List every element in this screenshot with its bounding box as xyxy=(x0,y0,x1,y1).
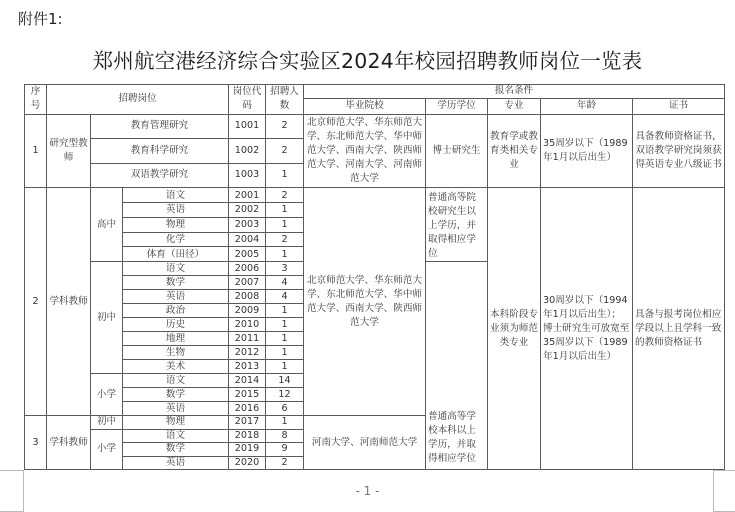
seq-cell: 3 xyxy=(25,416,47,470)
attachment-label: 附件1: xyxy=(18,10,63,28)
count-cell: 6 xyxy=(266,402,304,416)
subject-cell: 语文 xyxy=(123,429,229,443)
subject-cell: 化学 xyxy=(123,232,229,247)
subject-cell: 英语 xyxy=(123,203,229,218)
subject-cell: 语文 xyxy=(123,262,229,276)
count-cell: 1 xyxy=(266,346,304,360)
category-cell: 学科教师 xyxy=(47,188,91,416)
certificate-cell: 具备与报考岗位相应学段以上且学科一致的教师资格证书 xyxy=(633,188,725,470)
subject-cell: 数学 xyxy=(123,388,229,402)
code-cell: 2007 xyxy=(229,276,266,290)
code-cell: 1002 xyxy=(229,139,266,164)
subject-cell: 英语 xyxy=(123,402,229,416)
count-cell: 1 xyxy=(266,304,304,318)
subject-cell: 历史 xyxy=(123,318,229,332)
subject-cell: 体育（田径） xyxy=(123,247,229,262)
subject-cell: 教育科学研究 xyxy=(91,139,229,164)
certificate-cell: 具备教师资格证书，双语教学研究岗须获得英语专业八级证书 xyxy=(633,114,725,188)
code-cell: 2003 xyxy=(229,217,266,232)
header-position: 招聘岗位 xyxy=(47,85,229,115)
category-cell: 研究型教师 xyxy=(47,114,91,188)
subject-cell: 数学 xyxy=(123,443,229,457)
header-seq: 序号 xyxy=(25,85,47,115)
level-cell: 高中 xyxy=(91,188,123,262)
count-cell: 2 xyxy=(266,188,304,203)
subject-cell: 美术 xyxy=(123,360,229,374)
header-age: 年龄 xyxy=(541,98,633,114)
count-cell: 1 xyxy=(266,247,304,262)
school-cell: 河南大学、河南师范大学 xyxy=(304,416,426,470)
count-cell: 4 xyxy=(266,276,304,290)
page-number: - 1 - xyxy=(355,484,380,498)
count-cell: 1 xyxy=(266,360,304,374)
subject-cell: 地理 xyxy=(123,332,229,346)
subject-cell: 语文 xyxy=(123,188,229,203)
major-cell: 本科阶段专业须为师范类专业 xyxy=(488,188,541,470)
code-cell: 2013 xyxy=(229,360,266,374)
code-cell: 2002 xyxy=(229,203,266,218)
code-cell: 2001 xyxy=(229,188,266,203)
count-cell: 3 xyxy=(266,262,304,276)
subject-cell: 物理 xyxy=(123,217,229,232)
count-cell: 2 xyxy=(266,114,304,139)
count-cell: 1 xyxy=(266,203,304,218)
count-cell: 8 xyxy=(266,429,304,443)
header-school: 毕业院校 xyxy=(304,98,426,114)
header-row-1 xyxy=(25,85,725,99)
degree-cell-other: 普通高等学校本科以上学历，并取得相应学位 xyxy=(426,262,488,470)
code-cell: 2006 xyxy=(229,262,266,276)
count-cell: 12 xyxy=(266,388,304,402)
count-cell: 1 xyxy=(266,318,304,332)
level-cell: 初中 xyxy=(91,416,123,430)
code-cell: 2015 xyxy=(229,388,266,402)
count-cell: 1 xyxy=(266,217,304,232)
seq-cell: 2 xyxy=(25,188,47,416)
subject-cell: 英语 xyxy=(123,456,229,470)
table-row xyxy=(25,114,725,139)
header-major: 专业 xyxy=(488,98,541,114)
count-cell: 1 xyxy=(266,332,304,346)
code-cell: 2012 xyxy=(229,346,266,360)
header-degree: 学历学位 xyxy=(426,98,488,114)
header-count: 招聘人数 xyxy=(266,85,304,115)
level-cell: 小学 xyxy=(91,429,123,470)
age-cell: 30周岁以下（1994年1月以后出生）；博士研究生可放宽至35周岁以下（1989年1月以后出生） xyxy=(541,188,633,470)
subject-cell: 双语教学研究 xyxy=(91,163,229,188)
code-cell: 2004 xyxy=(229,232,266,247)
subject-cell: 英语 xyxy=(123,290,229,304)
degree-cell: 博士研究生 xyxy=(426,114,488,188)
subject-cell: 教育管理研究 xyxy=(91,114,229,139)
code-cell: 1003 xyxy=(229,163,266,188)
code-cell: 2014 xyxy=(229,374,266,388)
code-cell: 2010 xyxy=(229,318,266,332)
subject-cell: 语文 xyxy=(123,374,229,388)
level-cell: 初中 xyxy=(91,262,123,374)
subject-cell: 物理 xyxy=(123,416,229,430)
count-cell: 1 xyxy=(266,163,304,188)
code-cell: 2018 xyxy=(229,429,266,443)
code-cell: 2020 xyxy=(229,456,266,470)
recruitment-table xyxy=(24,84,725,470)
age-cell: 35周岁以下（1989年1月以后出生） xyxy=(541,114,633,188)
level-cell: 小学 xyxy=(91,374,123,416)
code-cell: 2008 xyxy=(229,290,266,304)
code-cell: 2017 xyxy=(229,416,266,430)
code-cell: 2009 xyxy=(229,304,266,318)
school-cell: 北京师范大学、华东师范大学、东北师范大学、华中师范大学、西南大学、陕西师范大学 xyxy=(304,188,426,416)
school-cell: 北京师范大学、华东师范大学、东北师范大学、华中师范大学、西南大学、陕西师范大学、河南大学、河南师范大学 xyxy=(304,114,426,188)
header-certificate: 证书 xyxy=(633,98,725,114)
code-cell: 2016 xyxy=(229,402,266,416)
header-code: 岗位代码 xyxy=(229,85,266,115)
count-cell: 4 xyxy=(266,290,304,304)
count-cell: 2 xyxy=(266,232,304,247)
category-cell: 学科教师 xyxy=(47,416,91,470)
count-cell: 2 xyxy=(266,139,304,164)
seq-cell: 1 xyxy=(25,114,47,188)
code-cell: 2011 xyxy=(229,332,266,346)
code-cell: 2019 xyxy=(229,443,266,457)
subject-cell: 生物 xyxy=(123,346,229,360)
subject-cell: 政治 xyxy=(123,304,229,318)
code-cell: 2005 xyxy=(229,247,266,262)
degree-cell-high: 普通高等院校研究生以上学历，并取得相应学位 xyxy=(426,188,488,262)
header-conditions: 报名条件 xyxy=(304,85,725,99)
document-title: 郑州航空港经济综合实验区2024年校园招聘教师岗位一览表 xyxy=(92,49,643,73)
major-cell: 教育学或教育类相关专业 xyxy=(488,114,541,188)
table-row xyxy=(25,188,725,203)
count-cell: 9 xyxy=(266,443,304,457)
count-cell: 14 xyxy=(266,374,304,388)
count-cell: 1 xyxy=(266,416,304,430)
code-cell: 1001 xyxy=(229,114,266,139)
subject-cell: 数学 xyxy=(123,276,229,290)
count-cell: 2 xyxy=(266,456,304,470)
